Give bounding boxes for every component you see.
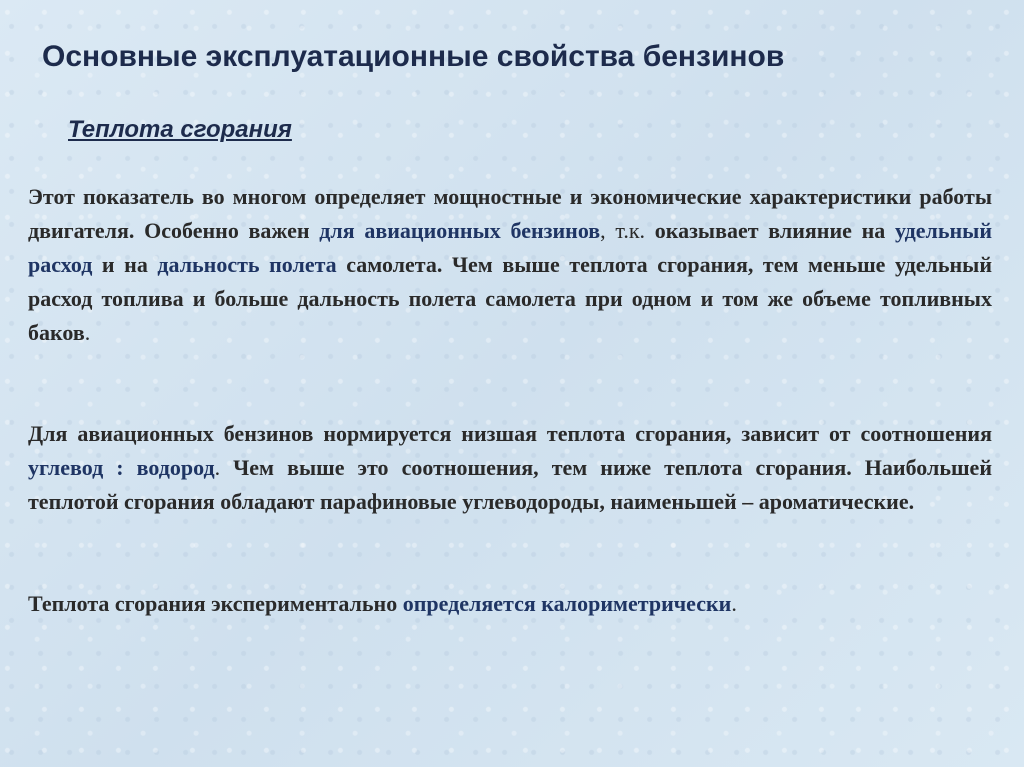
- p1-period: .: [84, 320, 91, 345]
- p2-text-1: Для авиационных бензинов нормируется низшая теплота сгорания, зависит от соотношения: [28, 421, 992, 446]
- paragraph-1: [28, 180, 992, 350]
- p2-text-2: Чем выше это соотношения, тем ниже теплота сгорания. Наибольшей теплотой сгорания обладают парафиновые углеводороды, наименьшей – ароматические.: [28, 455, 992, 514]
- slide-title: Основные эксплуатационные свойства бензинов: [42, 40, 785, 73]
- p1-text-1: Этот показатель во многом определяет мощностные и экономические характеристики работы двигателя. Особенно важен: [28, 184, 992, 243]
- p2-highlight-ratio: углевод : водород: [28, 455, 215, 480]
- p1-text-2: , т.к.: [600, 218, 655, 243]
- p1-highlight-aviation: для авиационных бензинов: [319, 218, 601, 243]
- p2-period: .: [214, 455, 221, 480]
- section-subtitle: Теплота сгорания: [68, 116, 292, 143]
- p3-highlight-calorimetry: определяется калориметрически: [402, 591, 732, 616]
- p3-text-1: Теплота сгорания экспериментально: [28, 591, 403, 616]
- p1-text-5: самолета. Чем выше теплота сгорания, тем меньше удельный расход топлива и больше дальность полета самолета при одном и том же объеме топливных баков: [28, 252, 992, 345]
- p3-period: .: [731, 591, 737, 616]
- p1-text-3: оказывает влияние на: [654, 218, 895, 243]
- paragraph-3: [28, 587, 992, 621]
- p1-highlight-range: дальность полета: [157, 252, 337, 277]
- paragraph-2: [28, 417, 992, 519]
- p1-text-4: и на: [92, 252, 158, 277]
- p1-highlight-consumption: удельный расход: [28, 218, 992, 277]
